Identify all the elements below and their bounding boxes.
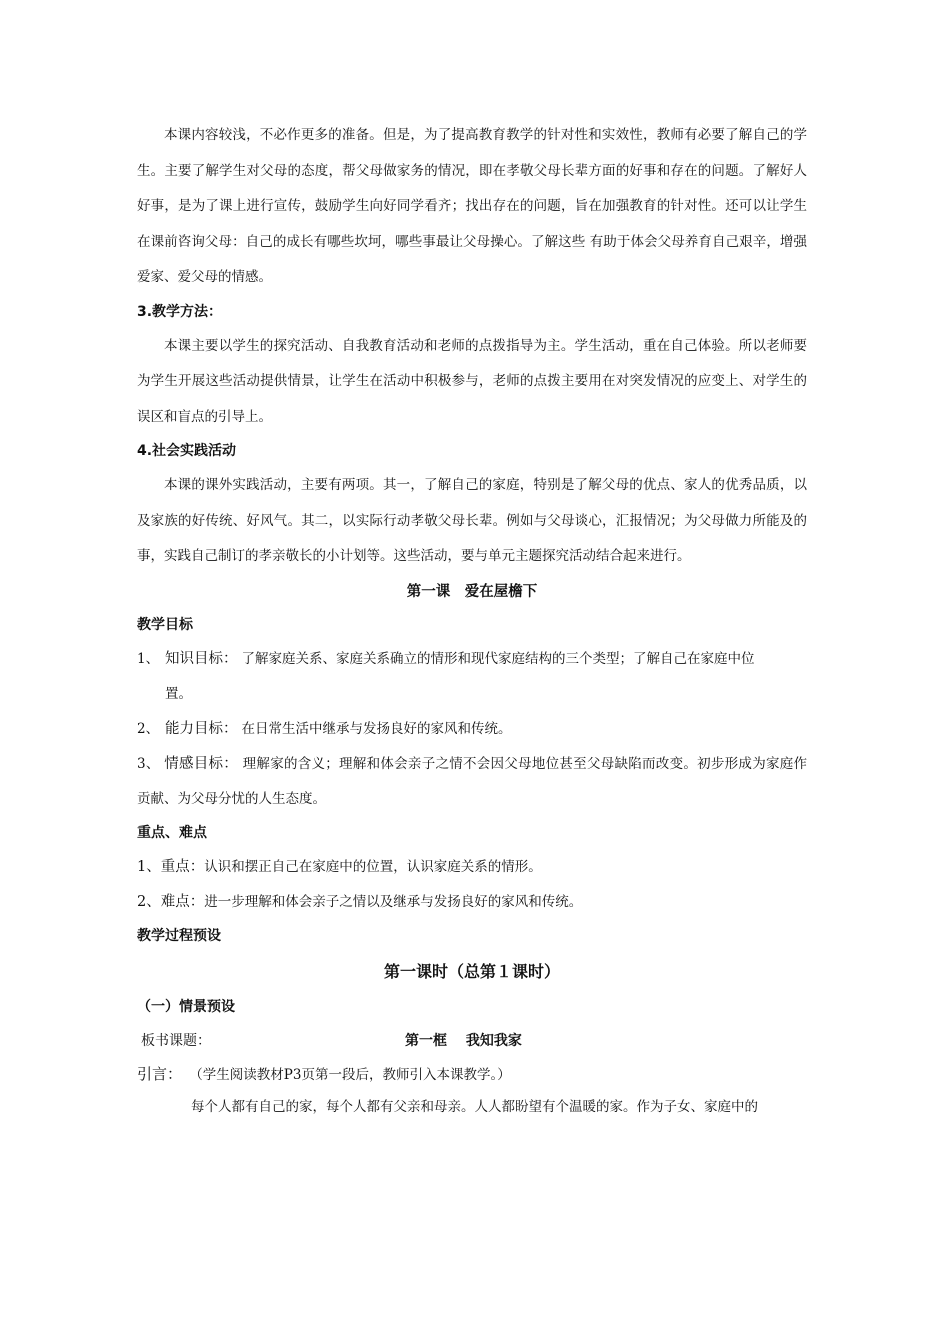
section-4-text: 本课的课外实践活动，主要有两项。其一，了解自己的家庭，特别是了解父母的优点、家人的优秀品质，以及家族的好传统、好风气。其二，以实际行动孝敬父母长辈。例如与父母谈心，汇报情况；为父母做力所能及的事，实践自己制订的孝亲敬长的小计划等。这些活动，要与单元主题探究活动结合起来进行。	[137, 477, 807, 564]
scene-heading: （一）情景预设	[137, 998, 235, 1015]
period-title: 第一课时（总第１课时）	[383, 961, 560, 981]
goal-text: 理解家的含义；理解和体会亲子之情不会因父母地位甚至父母缺陷而改变。初步形成为家庭作贡献、为父母分忧的人生态度。	[137, 755, 808, 807]
keypoint-label: 1、重点：	[137, 858, 205, 875]
keypoint-text: 进一步理解和体会亲子之情以及继承与发扬良好的家风和传统。	[204, 893, 583, 910]
section-3-text: 本课主要以学生的探究活动、自我教育活动和老师的点拨指导为主。学生活动，重在自己体验。所以老师要为学生开展这些活动提供情景，让学生在活动中积极参与，老师的点拨主要用在对突发情况的应变上、对学生的误区和盲点的引导上。	[137, 337, 807, 425]
goal-number: 3、	[137, 755, 160, 772]
goal-label: 能力目标：	[165, 720, 238, 737]
process-heading: 教学过程预设	[137, 927, 221, 944]
section-3-heading: 3.教学方法：	[137, 303, 223, 320]
intro-text: （学生阅读教材P3页第一段后，教师引入本课教学。）	[196, 1066, 511, 1083]
goal-number: 1、	[137, 650, 160, 667]
board-label: 板书课题：	[141, 1032, 211, 1049]
keypoint-label: 2、难点：	[137, 893, 205, 910]
intro-line	[137, 1058, 807, 1091]
board-topic	[137, 1024, 807, 1058]
keypoint-text: 认识和摆正自己在家庭中的位置，认识家庭关系的情形。	[204, 858, 542, 875]
prep-paragraph: 本课内容较浅，不必作更多的准备。但是，为了提高教育教学的针对性和实效性，教师有必要了解自己的学生。主要了解学生对父母的态度，帮父母做家务的情况，即在孝敬父母长辈方面的好事和存在的问题。了解好人好事，是为了课上进行宣传，鼓励学生向好同学看齐；找出存在的问题，旨在加强教育的针对性。还可以让学生在课前咨询父母：自己的成长有哪些坎坷，哪些事最让父母操心。了解这些 有助于体会父母养育自己艰辛，增强爱家、爱父母的情感。	[137, 127, 807, 285]
intro-paragraph: 每个人都有自己的家，每个人都有父亲和母亲。人人都盼望有个温暖的家。作为子女、家庭中的	[191, 1098, 758, 1115]
document-page	[137, 118, 807, 1123]
board-value: 第一框 我知我家	[405, 1032, 522, 1049]
goal-text: 在日常生活中继承与发扬良好的家风和传统。	[241, 720, 512, 737]
intro-label: 引言：	[137, 1064, 183, 1083]
goal-item-1	[137, 642, 807, 677]
keypoint-item-2	[137, 885, 807, 920]
goal-item-2	[137, 712, 807, 747]
lesson-title: 第一课 爱在屋檐下	[406, 583, 538, 600]
keypoint-item-1	[137, 850, 807, 885]
goal-item-1-continuation: 置。	[165, 685, 192, 702]
goal-item-3	[137, 747, 807, 817]
section-4-heading: 4.社会实践活动	[137, 443, 237, 459]
keypoints-heading: 重点、难点	[137, 824, 207, 841]
goal-text: 了解家庭关系、家庭关系确立的情形和现代家庭结构的三个类型；了解自己在家庭中位	[241, 650, 755, 667]
goal-number: 2、	[137, 720, 160, 737]
goal-label: 知识目标：	[165, 650, 238, 667]
goal-label: 情感目标：	[164, 755, 239, 772]
goals-heading: 教学目标	[137, 616, 193, 633]
